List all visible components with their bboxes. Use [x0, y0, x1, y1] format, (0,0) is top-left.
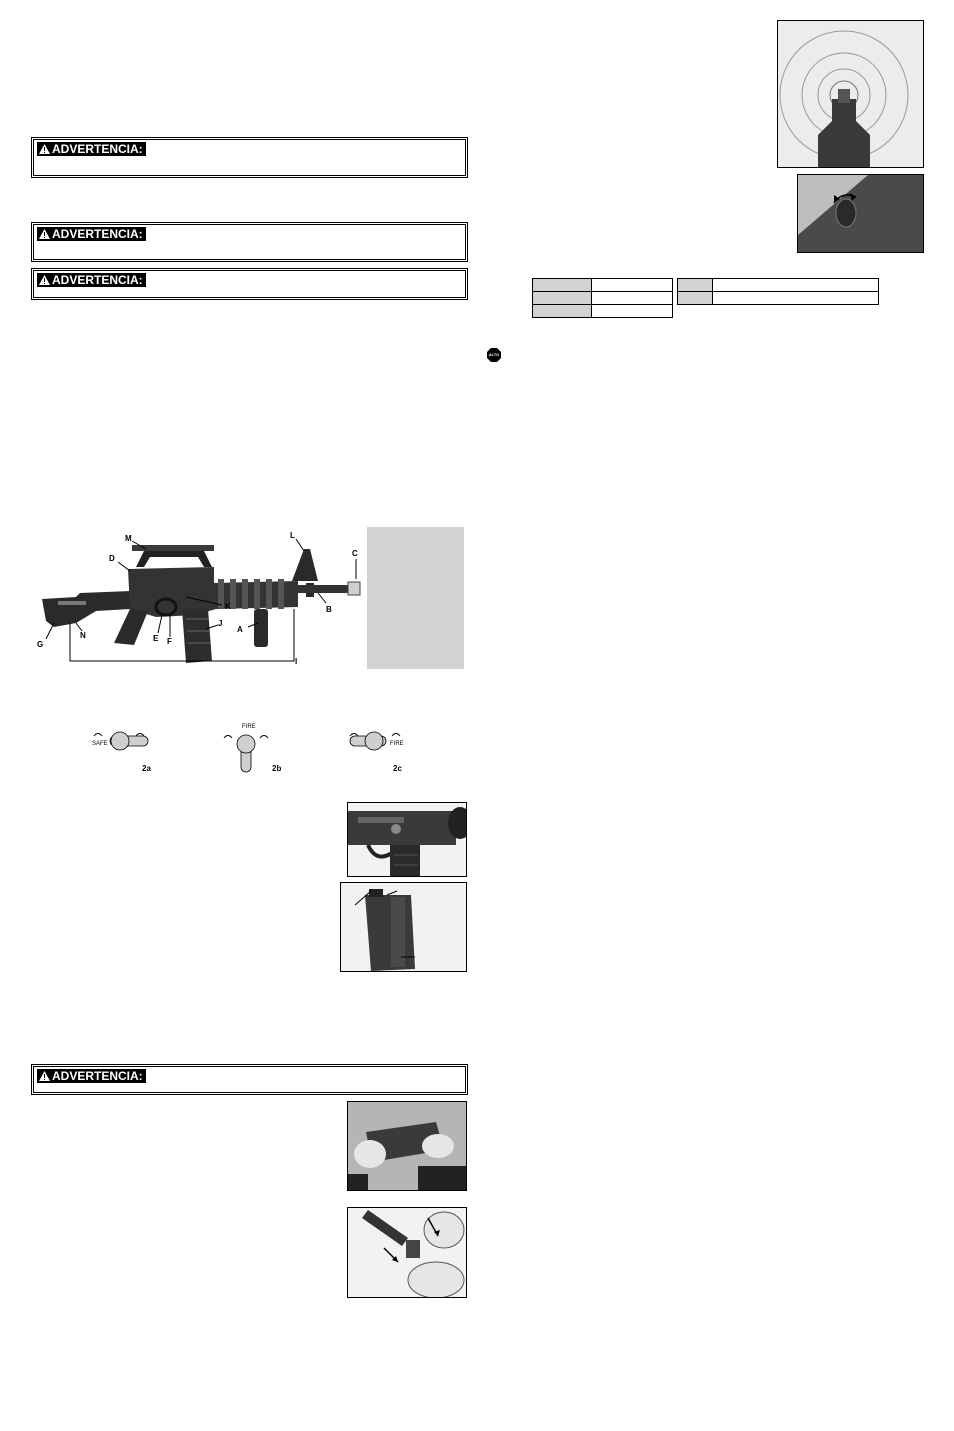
magazine-photo	[340, 882, 467, 972]
receiver-illustration	[348, 803, 467, 877]
callout-label: M	[125, 534, 132, 543]
warning-label: ADVERTENCIA:	[52, 273, 143, 287]
target-illustration	[778, 21, 924, 168]
selector-fire-icon	[222, 730, 272, 776]
selector-figure-2a	[90, 728, 160, 776]
sight-adjust-photo	[797, 174, 924, 253]
callout-label: C	[352, 549, 358, 558]
charging-handle-photo	[347, 1207, 467, 1298]
callout-label: F	[167, 637, 172, 646]
receiver-photo	[347, 802, 467, 877]
warning-triangle-icon	[39, 144, 50, 154]
stop-icon-text: ALTO	[488, 352, 500, 357]
figure-number: 2a	[142, 764, 151, 773]
warning-triangle-icon	[39, 1071, 50, 1081]
warning-box-1	[31, 137, 468, 178]
selector-caption: SAFE	[92, 741, 108, 747]
warning-label: ADVERTENCIA:	[52, 142, 143, 156]
loading-hands-photo	[347, 1101, 467, 1191]
hands-illustration	[348, 1102, 467, 1191]
callout-label: L	[290, 531, 295, 540]
magazine-illustration	[341, 883, 467, 972]
callout-label: N	[80, 631, 86, 640]
selector-caption: FIRE	[390, 741, 404, 747]
figure-number: 2b	[272, 764, 282, 773]
spec-table-right	[677, 278, 879, 305]
sight-target-photo	[777, 20, 924, 168]
callout-label: A	[237, 625, 243, 634]
adjust-illustration	[798, 175, 924, 253]
figure-number: 2c	[393, 764, 402, 773]
warning-box-2	[31, 222, 468, 262]
callout-label: E	[153, 634, 159, 643]
rifle-illustration	[36, 527, 366, 670]
callout-label: B	[326, 605, 332, 614]
warning-label: ADVERTENCIA:	[52, 227, 143, 241]
selector-fire-right-icon	[346, 728, 416, 758]
warning-triangle-icon	[39, 275, 50, 285]
selector-figure-2b	[222, 724, 292, 776]
callout-label: J	[218, 619, 223, 628]
rifle-diagram	[36, 527, 366, 670]
charging-illustration	[348, 1208, 467, 1298]
warning-label: ADVERTENCIA:	[52, 1069, 143, 1083]
spec-table-left	[532, 278, 673, 318]
warning-box-3	[31, 268, 468, 300]
warning-triangle-icon	[39, 229, 50, 239]
callout-label: K	[225, 602, 231, 611]
stop-icon	[487, 348, 501, 362]
warning-box-4	[31, 1064, 468, 1095]
callout-label: I	[295, 657, 298, 666]
callout-label: D	[109, 554, 115, 563]
callout-label: G	[37, 640, 44, 649]
selector-caption: FIRE	[242, 724, 256, 730]
gray-side-panel	[367, 527, 464, 669]
selector-figure-2c	[346, 728, 416, 776]
